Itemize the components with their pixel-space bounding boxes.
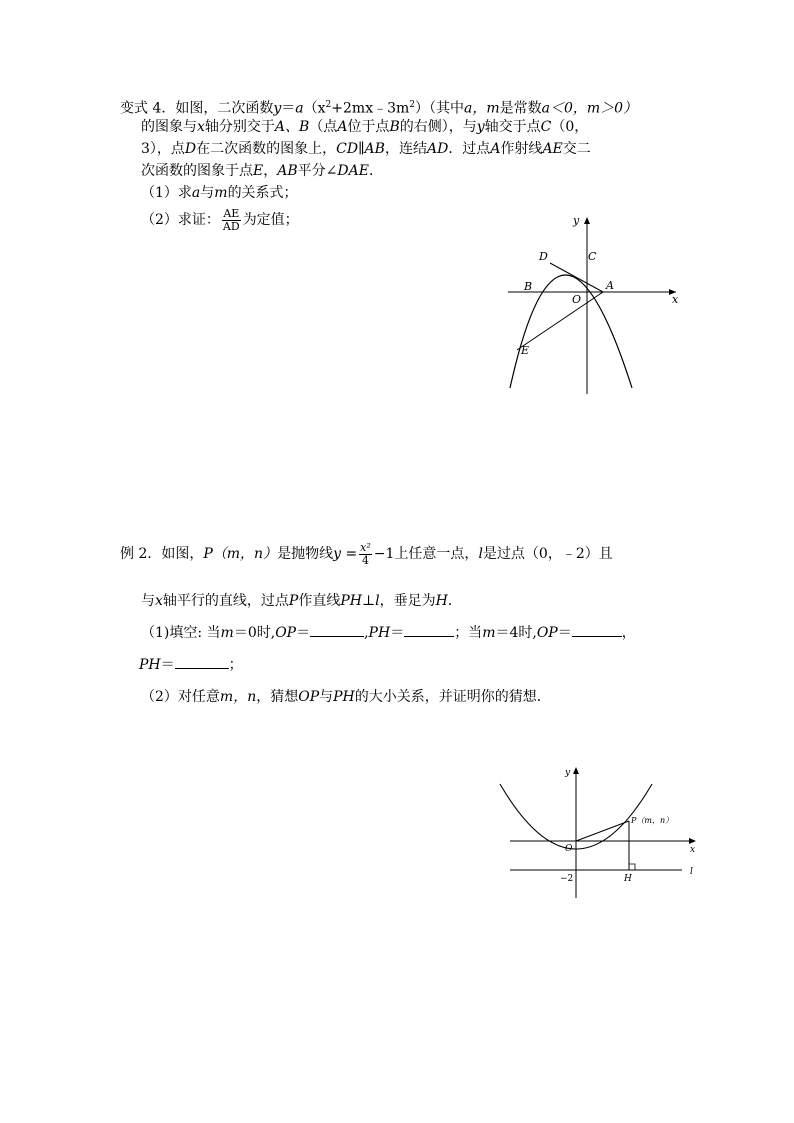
text: 在二次函数的图象上，: [196, 141, 337, 157]
text: 是过点（0，﹣2）且: [482, 546, 613, 562]
text: 轴交于点: [484, 119, 541, 135]
segment-ph: PH: [368, 625, 391, 641]
text: ．: [368, 163, 383, 179]
text: 的右侧），与: [399, 119, 477, 135]
problem2-line2: [141, 590, 462, 612]
point-b: B: [389, 119, 400, 135]
var-m: m: [482, 625, 496, 641]
answer-blank-op-m0[interactable]: [310, 622, 364, 637]
text: 与: [200, 185, 215, 201]
func-body-2: +2mx﹣3m: [331, 100, 410, 117]
text: （2）求证：: [141, 212, 220, 228]
label-p: P（m，n）: [631, 816, 674, 825]
coef-a: a: [295, 100, 304, 117]
text: ；: [228, 657, 243, 673]
point-a: A: [490, 141, 501, 157]
text: 与: [141, 593, 155, 609]
point-c: C: [540, 119, 552, 135]
problem1-label: 变式 4．如图，二次函数: [120, 100, 274, 117]
problem1-line3: [141, 138, 591, 160]
answer-blank-ph-m0[interactable]: [404, 622, 454, 637]
parallel-cd-ab: CD∥AB: [336, 141, 385, 157]
text: ．过点: [448, 141, 491, 157]
segment-ab: AB: [277, 163, 298, 179]
point-d: D: [184, 141, 197, 157]
text: 上任意一点，: [394, 546, 479, 562]
point-p: P: [288, 593, 299, 609]
var-m: m: [220, 625, 234, 641]
vars-a-m: a，m: [464, 100, 500, 117]
y-axis-arrow-icon: [573, 767, 579, 774]
problem2-line1: [120, 536, 613, 572]
var-a: a: [191, 185, 201, 201]
text: ．: [447, 593, 462, 609]
text: 轴平行的直线，过点: [162, 593, 289, 609]
text: 作射线: [500, 141, 543, 157]
fraction-numerator: AE: [223, 206, 240, 220]
condition: a＜0，m＞0）: [541, 100, 638, 117]
eq-lhs: y =: [333, 546, 358, 562]
var-x: x: [197, 119, 205, 135]
label-neg2: −2: [560, 874, 574, 884]
text: 位于点: [347, 119, 390, 135]
segment-ph: PH: [139, 657, 161, 673]
var-m: m: [214, 185, 228, 201]
text: 与: [319, 689, 334, 705]
segment-a-e: [517, 292, 603, 350]
func-body-1: （x: [303, 100, 326, 117]
text: （点: [309, 119, 338, 135]
text: 3），点: [141, 141, 185, 157]
text: ＝: [160, 657, 175, 673]
label-y: y: [573, 214, 580, 227]
segment-d-a: [550, 263, 603, 292]
problem1-line1: 变式 4．如图，二次函数$y=a(x^2+2mx﹣3m^2)$（其中a，m是常数a＜0，m＞0）: [120, 100, 638, 117]
var-y: y: [476, 119, 485, 135]
problem1-q2: [141, 206, 299, 234]
text: ＝: [390, 625, 405, 641]
label-x: x: [690, 845, 696, 855]
y-axis-arrow-icon: [584, 217, 590, 224]
right-angle-mark: [629, 864, 635, 870]
text: （1）求: [141, 185, 192, 201]
point-a: A: [337, 119, 348, 135]
problem2-label: 例 2．如图，: [120, 546, 204, 562]
func-body-3: ）（其中: [415, 100, 465, 117]
text: ，: [621, 625, 636, 641]
label-c: C: [588, 250, 597, 263]
label-a: A: [606, 279, 614, 292]
answer-blank-ph-m4[interactable]: [175, 654, 229, 669]
problem1-line4: [141, 160, 383, 182]
perp-ph-l: PH⊥l: [340, 593, 380, 609]
segment-o-p: [576, 821, 629, 841]
segment-ph: PH: [333, 689, 355, 705]
label-d: D: [539, 250, 548, 263]
text: ，连结: [384, 141, 427, 157]
text: 是抛物线: [277, 546, 334, 562]
text: 交二: [562, 141, 591, 157]
text: （0，: [551, 119, 589, 135]
line-l: l: [478, 546, 483, 562]
problem2-q1-line2: [139, 654, 243, 676]
point-h: H: [435, 593, 448, 609]
x-axis-arrow-icon: [689, 838, 696, 844]
segment-op: OP: [536, 625, 558, 641]
text: ；当: [454, 625, 483, 641]
fraction-numerator: x²: [360, 540, 371, 554]
coords-mn: （m，n）: [212, 546, 278, 562]
problem1-q1: [141, 182, 298, 204]
label-y: y: [565, 768, 571, 778]
text: 的大小关系，并证明你的猜想．: [354, 689, 551, 705]
eq-rest: −1: [373, 546, 395, 562]
text: 作直线: [298, 593, 341, 609]
point-p: P: [203, 546, 213, 562]
label-o: O: [565, 844, 573, 854]
text: ，猜想: [256, 689, 299, 705]
problem1-line2: [141, 116, 588, 138]
segment-op: OP: [275, 625, 297, 641]
fraction-x2-4: [359, 542, 372, 567]
text: （2）对任意: [141, 689, 220, 705]
func-y: y: [273, 100, 282, 117]
figure-2-parabola: [496, 762, 706, 902]
segment-ad: AD: [426, 141, 449, 157]
text: ＝4时,: [495, 625, 537, 641]
label-e: E: [521, 344, 530, 357]
text: 的关系式；: [227, 185, 298, 201]
fraction-denominator: AD: [222, 219, 240, 233]
text: ＝: [557, 625, 572, 641]
points-ab: A、B: [274, 119, 310, 135]
var-x: x: [155, 593, 163, 609]
text: 的图象与: [141, 119, 197, 135]
ray-ae: AE: [542, 141, 563, 157]
problem2-q1-line1: [141, 622, 636, 644]
text: 轴分别交于: [204, 119, 275, 135]
label-h: H: [624, 874, 632, 884]
is-const: 是常数: [499, 100, 542, 117]
label-l: l: [690, 867, 693, 877]
answer-blank-op-m4[interactable]: [572, 622, 622, 637]
angle-dae: DAE: [337, 163, 369, 179]
text: （1)填空: 当: [141, 625, 221, 641]
label-o: O: [572, 293, 582, 306]
text: ，: [263, 163, 278, 179]
text: 平分∠: [297, 163, 338, 179]
text: 为定值；: [242, 212, 299, 228]
segment-op: OP: [298, 689, 320, 705]
figure-1-parabola: [500, 212, 690, 397]
text: ,: [364, 625, 369, 641]
fraction-denominator: 4: [361, 553, 369, 567]
vars-mn: m，n: [219, 689, 257, 705]
equals-sign: ＝: [281, 100, 296, 117]
point-e: E: [253, 163, 264, 179]
label-x: x: [672, 293, 679, 306]
text: ＝0时,: [233, 625, 276, 641]
text: ，垂足为: [379, 593, 436, 609]
text: ＝: [296, 625, 311, 641]
problem2-q2: [141, 686, 551, 708]
label-b: B: [524, 280, 533, 293]
text: 次函数的图象于点: [141, 163, 253, 179]
fraction-ae-ad: [222, 208, 241, 233]
